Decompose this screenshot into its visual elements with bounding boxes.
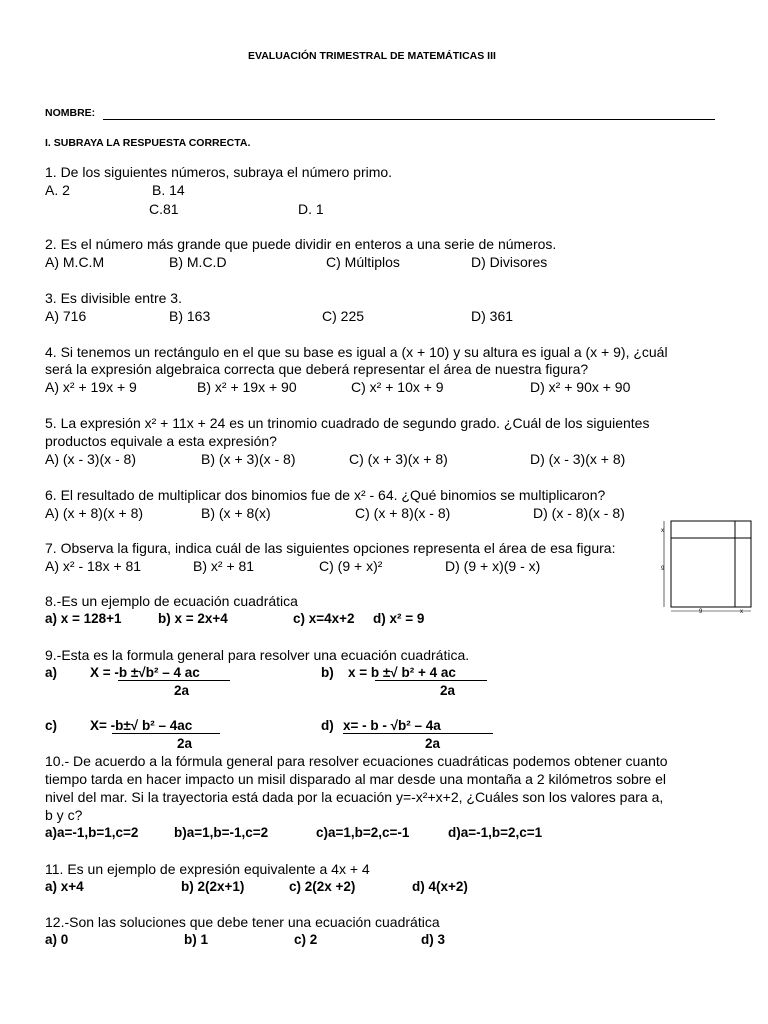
name-field[interactable]	[103, 119, 715, 120]
question-5-line-1: 5. La expresión x² + 11x + 24 es un trinomio cuadrado de segundo grado. ¿Cuál de los siguientes	[45, 415, 650, 431]
q8-option-a[interactable]: a) x = 128+1	[45, 611, 122, 626]
question-10-line-2: tiempo tarda en hacer impacto un misil disparado al mar desde una montaña a 2 kilómetros sobre el	[45, 771, 666, 787]
name-label: NOMBRE:	[45, 107, 96, 119]
question-4-line-2: será la expresión algebraica correcta que deberá representar el área de nuestra figura?	[45, 361, 589, 377]
question-1: 1. De los siguientes números, subraya el número primo.	[45, 164, 393, 180]
figure-label-x-bottom: x	[740, 609, 743, 614]
q4-option-b[interactable]: B) x² + 19x + 90	[197, 379, 297, 395]
q9-b-fraction-bar	[375, 680, 487, 681]
q3-option-c[interactable]: C) 225	[322, 308, 365, 324]
q12-option-c[interactable]: c) 2	[294, 932, 318, 947]
q1-option-a[interactable]: A. 2	[45, 182, 70, 198]
question-6: 6. El resultado de multiplicar dos binomios fue de x² - 64. ¿Qué binomios se multiplicaron?	[45, 487, 606, 503]
q9-option-a-denominator: 2a	[174, 683, 190, 698]
question-10-line-3: nivel del mar. Si la trayectoria está dada por la ecuación y=-x²+x+2, ¿Cuáles son los valores para a,	[45, 789, 664, 805]
q8-option-c[interactable]: c) x=4x+2	[293, 611, 355, 626]
q10-option-c[interactable]: c)a=1,b=2,c=-1	[316, 825, 410, 840]
q12-option-b[interactable]: b) 1	[184, 932, 209, 947]
q2-option-b[interactable]: B) M.C.D	[169, 254, 227, 270]
q8-option-d[interactable]: d) x² = 9	[373, 611, 425, 626]
q11-option-a[interactable]: a) x+4	[45, 879, 84, 894]
q9-option-a-numerator: X = -b ±√b² – 4 ac	[90, 665, 200, 680]
q6-option-d[interactable]: D) (x - 8)(x - 8)	[533, 505, 625, 521]
q3-option-a[interactable]: A) 716	[45, 308, 87, 324]
question-9: 9.-Esta es la formula general para resolver una ecuación cuadrática.	[45, 647, 470, 663]
question-5-line-2: productos equivale a esta expresión?	[45, 433, 277, 449]
q2-option-d[interactable]: D) Divisores	[471, 254, 548, 270]
q9-c-fraction-bar	[112, 733, 220, 734]
question-3: 3. Es divisible entre 3.	[45, 290, 182, 306]
q1-option-c[interactable]: C.81	[149, 201, 179, 217]
q1-option-b[interactable]: B. 14	[152, 182, 185, 198]
q9-option-b-label[interactable]: b)	[321, 665, 334, 680]
q7-option-d[interactable]: D) (9 + x)(9 - x)	[445, 558, 541, 574]
q10-option-a[interactable]: a)a=-1,b=1,c=2	[45, 825, 139, 840]
question-10-line-4: b y c?	[45, 807, 83, 823]
q11-option-c[interactable]: c) 2(2x +2)	[289, 879, 356, 894]
q2-option-a[interactable]: A) M.C.M	[45, 254, 105, 270]
question-11: 11. Es un ejemplo de expresión equivalente a 4x + 4	[45, 861, 370, 877]
exam-title: EVALUACIÓN TRIMESTRAL DE MATEMÁTICAS III	[248, 50, 496, 62]
q5-option-d[interactable]: D) (x - 3)(x + 8)	[530, 451, 626, 467]
q8-option-b[interactable]: b) x = 2x+4	[158, 611, 228, 626]
q12-option-d[interactable]: d) 3	[421, 932, 446, 947]
figure-label-x-side: x	[661, 528, 664, 534]
q9-option-d-label[interactable]: d)	[321, 718, 334, 733]
q6-option-a[interactable]: A) (x + 8)(x + 8)	[45, 505, 144, 521]
q2-option-c[interactable]: C) Múltiplos	[326, 254, 400, 270]
q4-option-c[interactable]: C) x² + 10x + 9	[351, 379, 444, 395]
question-12: 12.-Son las soluciones que debe tener una ecuación cuadrática	[45, 914, 440, 930]
q3-option-b[interactable]: B) 163	[169, 308, 211, 324]
q7-option-c[interactable]: C) (9 + x)²	[319, 558, 383, 574]
q12-option-a[interactable]: a) 0	[45, 932, 69, 947]
q4-option-a[interactable]: A) x² + 19x + 9	[45, 379, 137, 395]
q10-option-d[interactable]: d)a=-1,b=2,c=1	[448, 825, 543, 840]
q11-option-b[interactable]: b) 2(2x+1)	[181, 879, 245, 894]
q9-option-d-numerator: x= - b - √b² – 4a	[343, 718, 441, 733]
question-2: 2. Es el número más grande que puede dividir en enteros a una serie de números.	[45, 236, 557, 252]
figure-label-9-side: 9	[661, 566, 665, 572]
question-4-line-1: 4. Si tenemos un rectángulo en el que su base es igual a (x + 10) y su altura es igual a (x + 9), ¿cuál	[45, 344, 668, 360]
q9-a-fraction-bar	[118, 680, 230, 681]
q9-option-c-denominator: 2a	[177, 736, 193, 751]
q10-option-b[interactable]: b)a=1,b=-1,c=2	[174, 825, 269, 840]
q9-option-b-denominator: 2a	[440, 683, 456, 698]
q4-option-d[interactable]: D) x² + 90x + 90	[530, 379, 631, 395]
q9-option-c-numerator: X= -b±√ b² – 4ac	[90, 718, 193, 733]
q9-option-c-label[interactable]: c)	[45, 718, 58, 733]
question-7: 7. Observa la figura, indica cuál de las siguientes opciones representa el área de esa figura:	[45, 540, 616, 556]
square-figure	[660, 518, 756, 614]
q6-option-b[interactable]: B) (x + 8(x)	[201, 505, 271, 521]
q7-option-a[interactable]: A) x² - 18x + 81	[45, 558, 142, 574]
q5-option-b[interactable]: B) (x + 3)(x - 8)	[201, 451, 296, 467]
q9-option-d-denominator: 2a	[425, 736, 441, 751]
q9-d-fraction-bar	[343, 733, 493, 734]
q5-option-a[interactable]: A) (x - 3)(x - 8)	[45, 451, 136, 467]
figure-label-9-bottom: 9	[699, 609, 703, 614]
section-heading: I. SUBRAYA LA RESPUESTA CORRECTA.	[45, 137, 251, 149]
q3-option-d[interactable]: D) 361	[471, 308, 514, 324]
q1-option-d[interactable]: D. 1	[298, 201, 324, 217]
q5-option-c[interactable]: C) (x + 3)(x + 8)	[349, 451, 448, 467]
question-8: 8.-Es un ejemplo de ecuación cuadrática	[45, 593, 298, 609]
q6-option-c[interactable]: C) (x + 8)(x - 8)	[355, 505, 451, 521]
question-10-line-1: 10.- De acuerdo a la fórmula general para resolver ecuaciones cuadráticas podemos obtener cuanto	[45, 753, 668, 769]
q9-option-a-label[interactable]: a)	[45, 665, 58, 680]
q11-option-d[interactable]: d) 4(x+2)	[412, 879, 468, 894]
q9-option-b-numerator: x = b ±√ b² + 4 ac	[348, 665, 456, 680]
q7-option-b[interactable]: B) x² + 81	[193, 558, 255, 574]
